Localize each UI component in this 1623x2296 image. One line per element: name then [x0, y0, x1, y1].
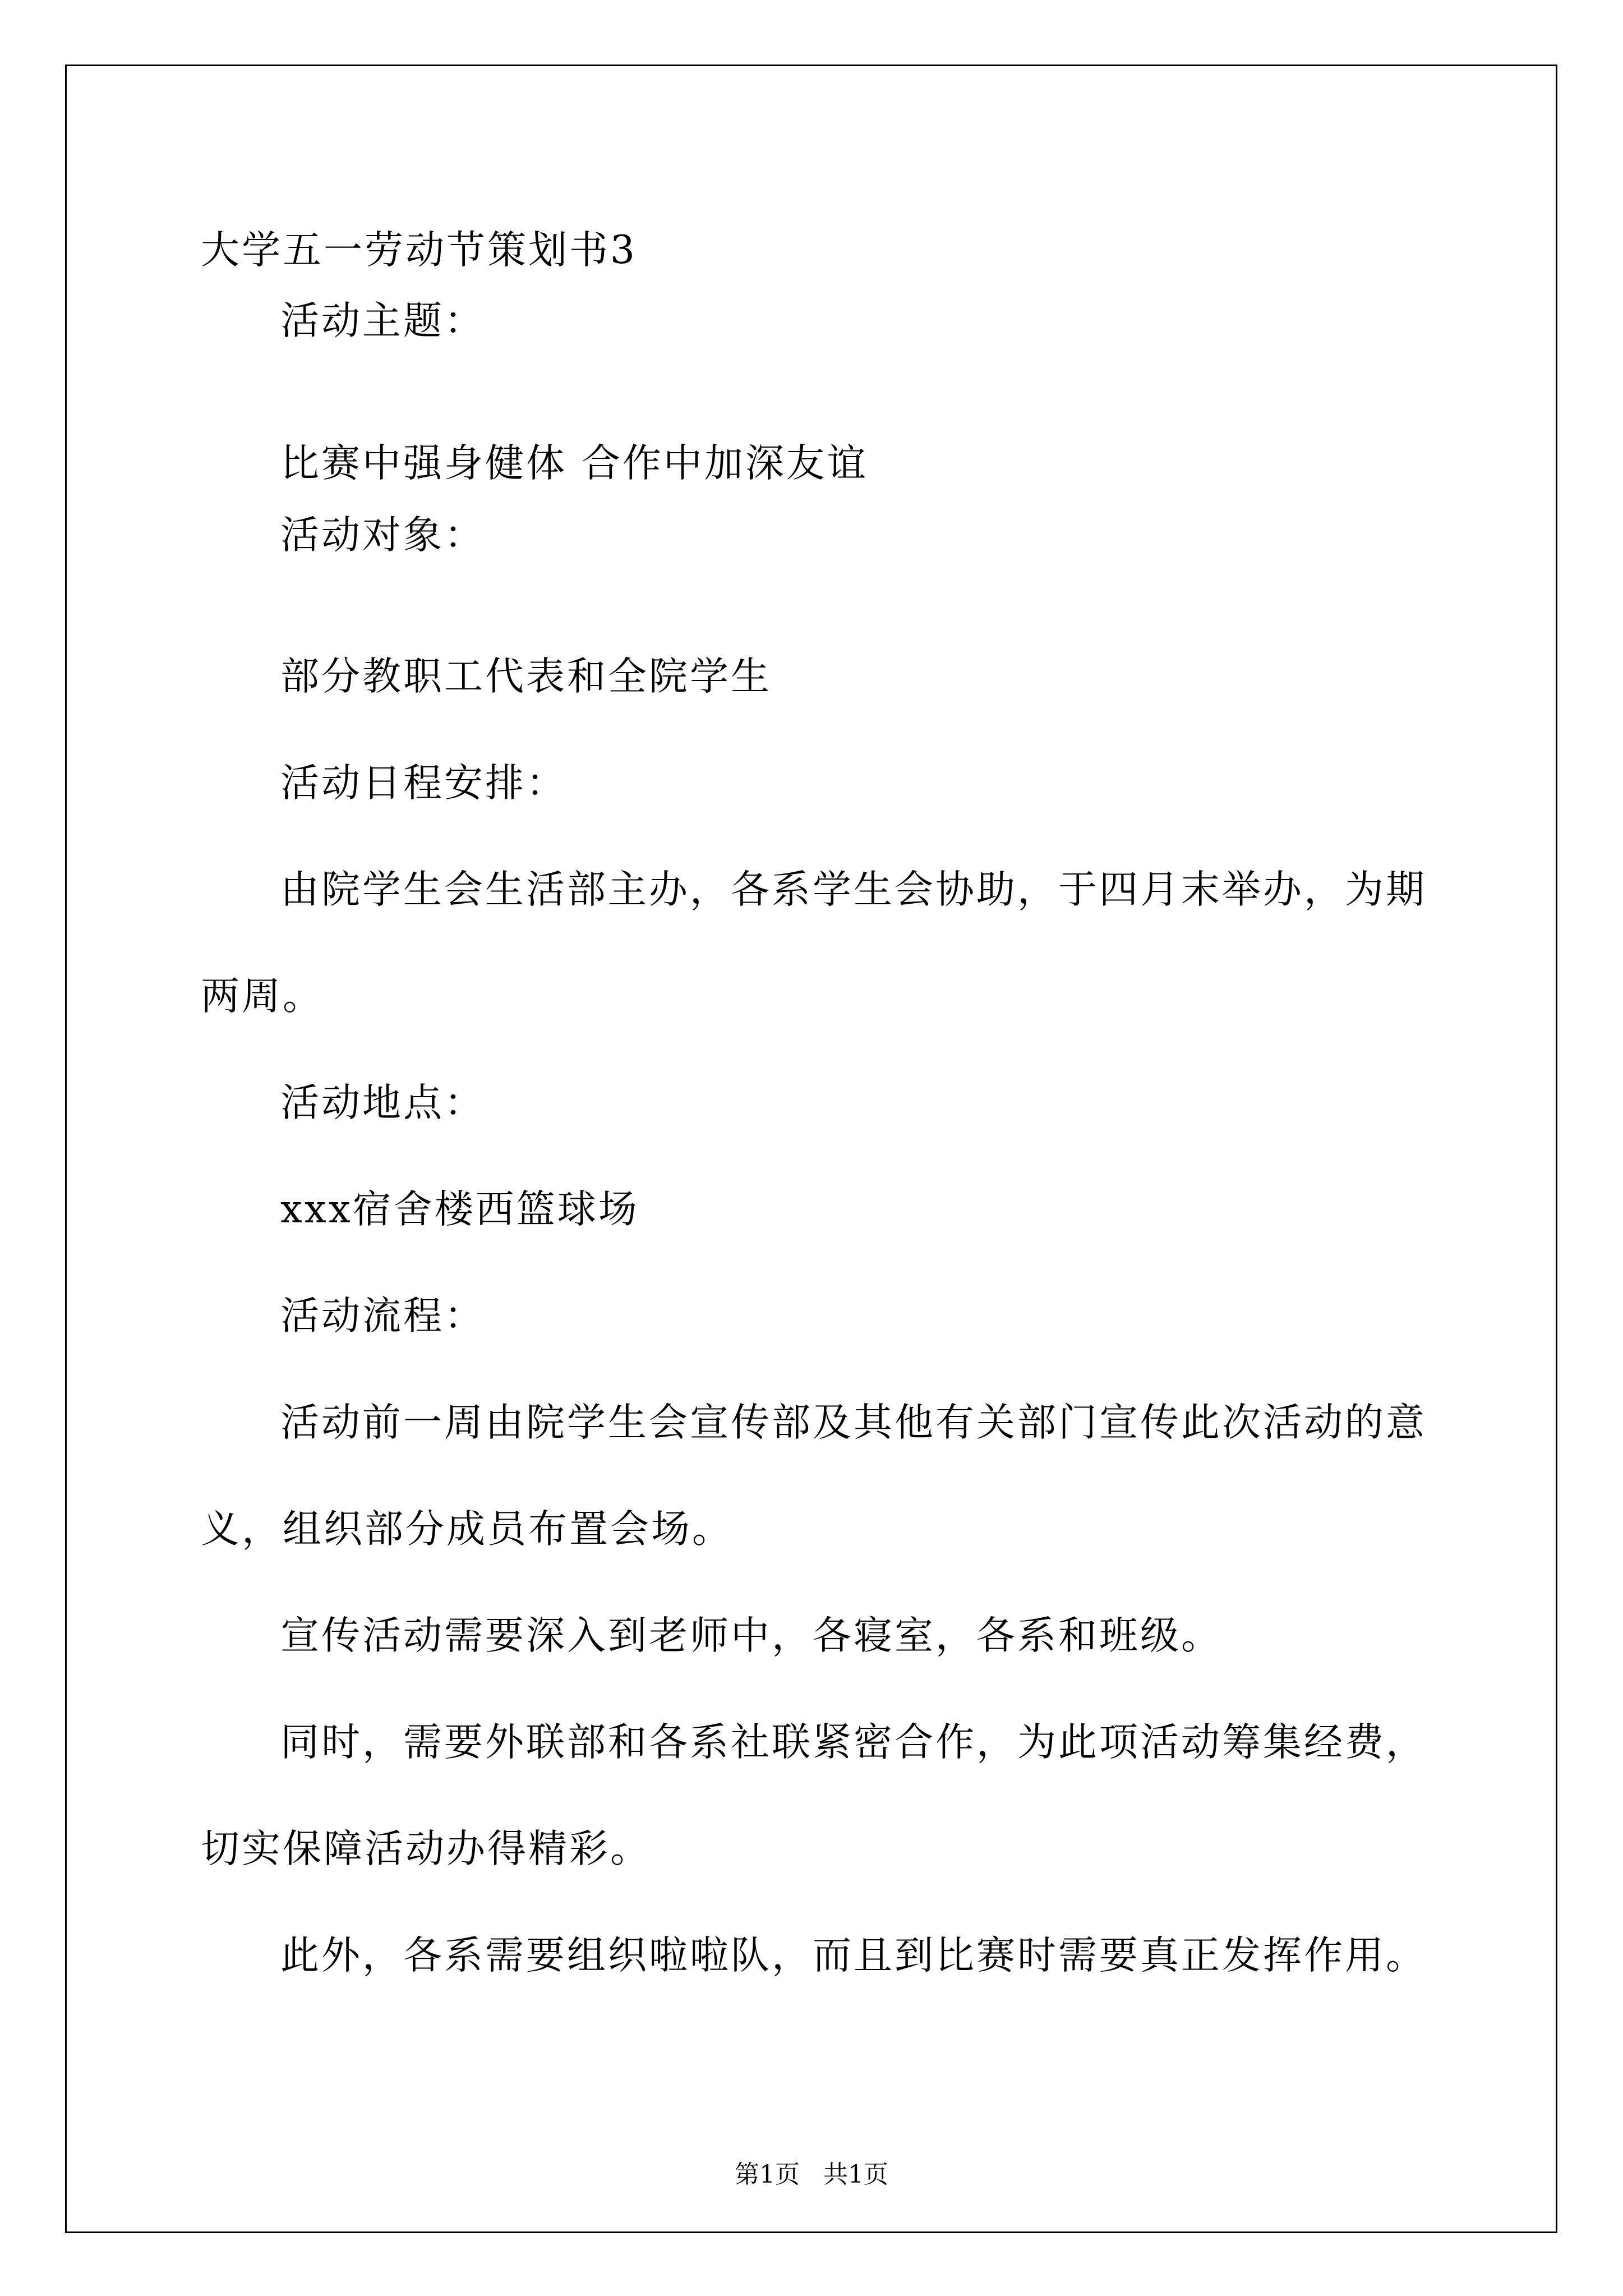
document-title: 大学五一劳动节策划书3	[201, 228, 637, 273]
paragraph-line: 活动前一周由院学生会宣传部及其他有关部门宣传此次活动的意	[280, 1400, 1427, 1445]
heading-process: 活动流程：	[280, 1294, 485, 1338]
paragraph-line: 部分教职工代表和全院学生	[280, 654, 772, 699]
heading-location: 活动地点：	[280, 1080, 485, 1125]
paragraph-line: 义，组织部分成员布置会场。	[201, 1507, 733, 1552]
paragraph-line: 此外，各系需要组织啦啦队，而且到比赛时需要真正发挥作用。	[280, 1933, 1427, 1978]
paragraph-line: 由院学生会生活部主办，各系学生会协助，于四月末举办，为期	[280, 867, 1427, 912]
heading-theme: 活动主题：	[280, 298, 485, 343]
paragraph-line: 同时，需要外联部和各系社联紧密合作，为此项活动筹集经费，	[280, 1720, 1427, 1765]
paragraph-line: 两周。	[201, 974, 324, 1019]
paragraph-line: xxx宿舍楼西篮球场	[280, 1187, 639, 1232]
paragraph-line: 比赛中强身健体 合作中加深友谊	[280, 441, 868, 486]
heading-audience: 活动对象：	[280, 513, 485, 558]
heading-schedule: 活动日程安排：	[280, 761, 567, 806]
paragraph-line: 宣传活动需要深入到老师中，各寝室，各系和班级。	[280, 1613, 1222, 1658]
paragraph-line: 切实保障活动办得精彩。	[201, 1826, 651, 1871]
page-footer: 第1页 共1页	[735, 2160, 888, 2189]
